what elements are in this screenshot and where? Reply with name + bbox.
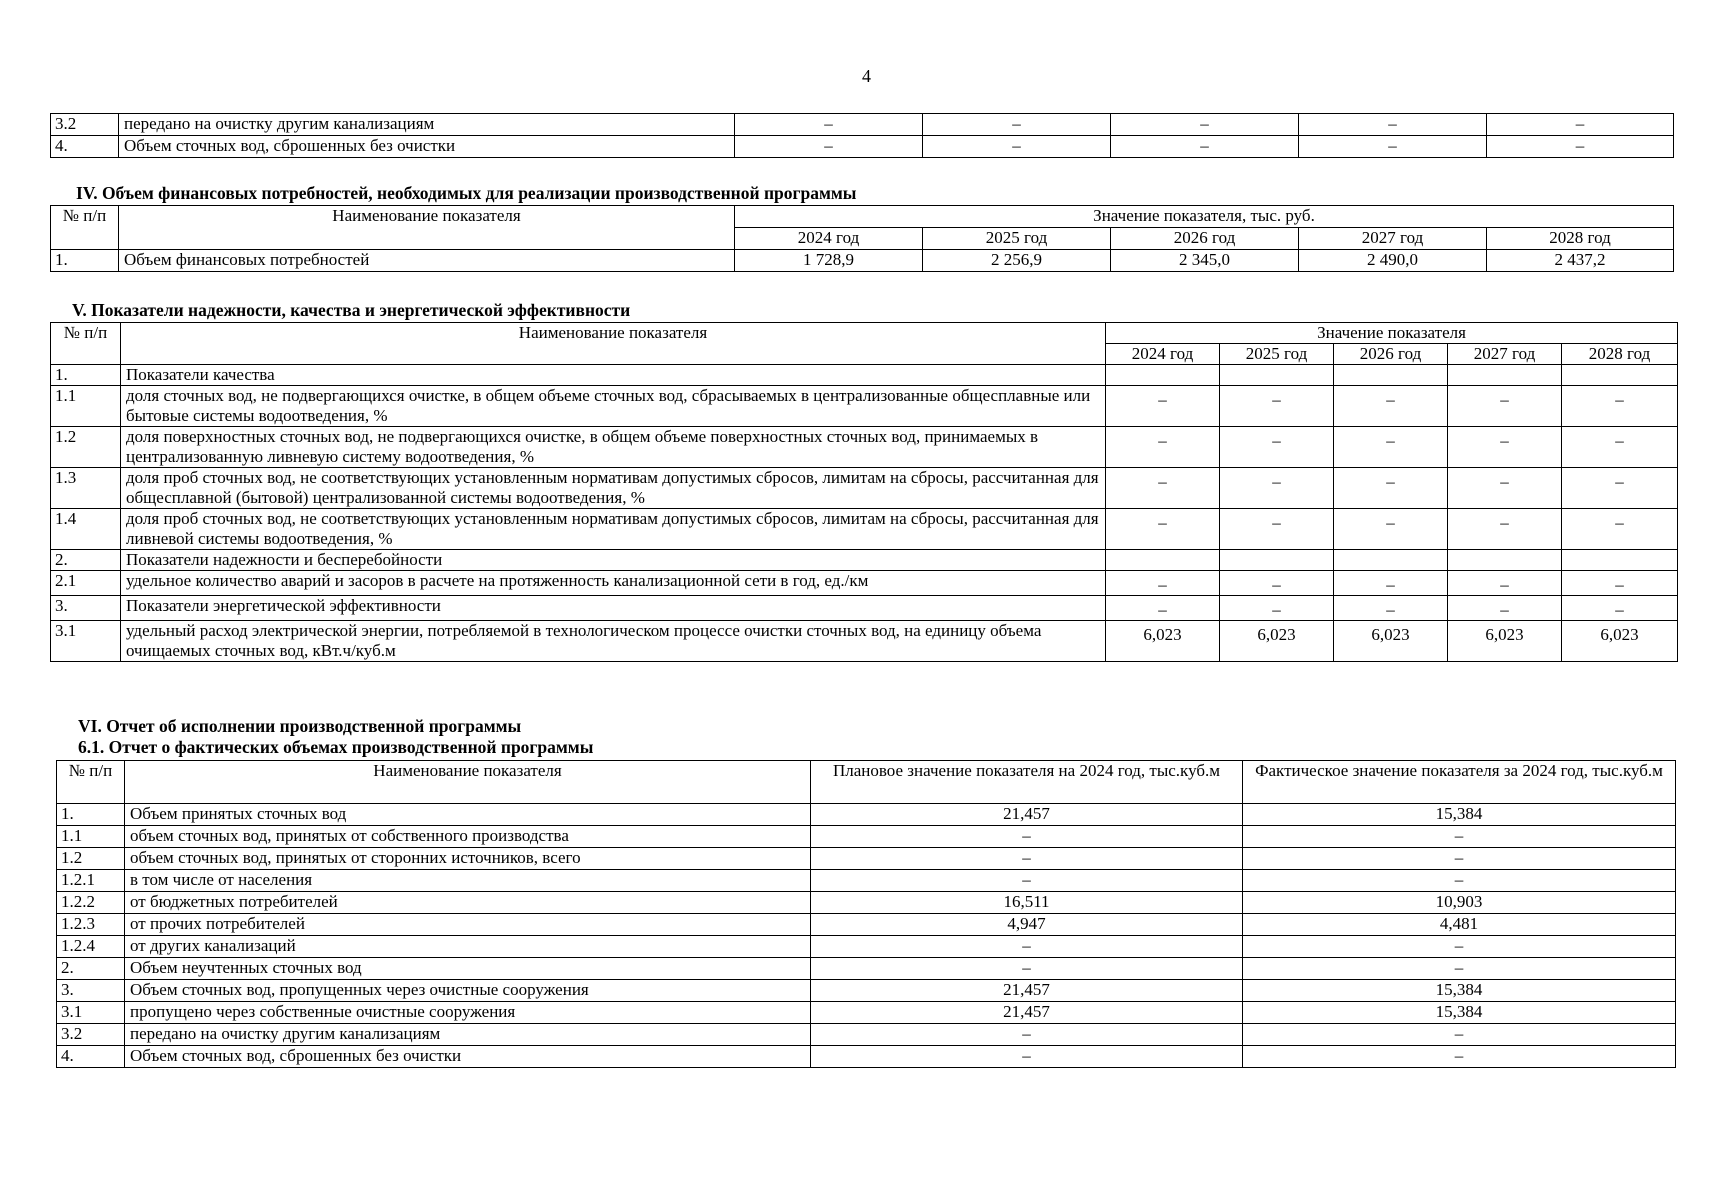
row-name: от других канализаций — [125, 936, 811, 958]
row-plan-value: – — [811, 870, 1243, 892]
row-fact-value: – — [1243, 958, 1676, 980]
row-value — [1562, 550, 1678, 571]
row-number: 1.4 — [51, 509, 121, 550]
row-value: – — [1448, 386, 1562, 427]
row-number: 1.1 — [57, 826, 125, 848]
row-name: доля проб сточных вод, не соответствующих установленным нормативам допустимых сбросов, лимитам на сбросы, рассчитанная для ливневой системы водоотведения, % — [121, 509, 1106, 550]
row-name: передано на очистку другим канализациям — [119, 114, 735, 136]
row-value: – — [1334, 509, 1448, 550]
row-value — [1220, 550, 1334, 571]
row-value: – — [735, 114, 923, 136]
col-value-header: Значение показателя, тыс. руб. — [735, 206, 1674, 228]
row-value: 6,023 — [1334, 621, 1448, 662]
financial-needs-table — [50, 205, 1674, 272]
year-header: 2028 год — [1562, 344, 1678, 365]
row-number: 1.2.4 — [57, 936, 125, 958]
row-name: Объем неучтенных сточных вод — [125, 958, 811, 980]
row-plan-value: 21,457 — [811, 1002, 1243, 1024]
table-row — [57, 870, 1676, 892]
row-name: от прочих потребителей — [125, 914, 811, 936]
col-name-header: Наименование показателя — [121, 323, 1106, 365]
row-value: – — [1106, 427, 1220, 468]
year-header: 2024 год — [1106, 344, 1220, 365]
row-value: 2 437,2 — [1487, 250, 1674, 272]
row-value: – — [1106, 509, 1220, 550]
row-fact-value: – — [1243, 1024, 1676, 1046]
row-fact-value: – — [1243, 826, 1676, 848]
row-value: – — [1562, 386, 1678, 427]
row-name: Показатели надежности и бесперебойности — [121, 550, 1106, 571]
row-number: 1.3 — [51, 468, 121, 509]
row-name: в том числе от населения — [125, 870, 811, 892]
row-plan-value: – — [811, 936, 1243, 958]
row-number: 1.2.3 — [57, 914, 125, 936]
row-name: пропущено через собственные очистные сооружения — [125, 1002, 811, 1024]
row-value: – — [1448, 571, 1562, 596]
section6-title: VI. Отчет об исполнении производственной программы — [78, 716, 522, 736]
row-value: 6,023 — [1220, 621, 1334, 662]
table-row — [51, 114, 1674, 136]
year-header: 2027 год — [1299, 228, 1487, 250]
row-value: – — [1562, 468, 1678, 509]
year-header: 2026 год — [1334, 344, 1448, 365]
row-name: доля сточных вод, не подвергающихся очистке, в общем объеме сточных вод, сбрасываемых в централизованные общесплавные или бытовые системы водоотведения, % — [121, 386, 1106, 427]
row-number: 4. — [57, 1046, 125, 1068]
row-value: – — [1448, 596, 1562, 621]
row-number: 1. — [57, 804, 125, 826]
row-number: 3.2 — [57, 1024, 125, 1046]
row-value: 6,023 — [1106, 621, 1220, 662]
row-value: – — [923, 114, 1111, 136]
year-header: 2026 год — [1111, 228, 1299, 250]
row-value: – — [1220, 468, 1334, 509]
row-fact-value: 4,481 — [1243, 914, 1676, 936]
row-plan-value: – — [811, 848, 1243, 870]
table-row — [57, 804, 1676, 826]
row-number: 1.2 — [51, 427, 121, 468]
table-row — [51, 250, 1674, 272]
row-value: 2 490,0 — [1299, 250, 1487, 272]
row-plan-value: 21,457 — [811, 804, 1243, 826]
row-number: 2. — [51, 550, 121, 571]
row-fact-value: – — [1243, 870, 1676, 892]
row-fact-value: – — [1243, 848, 1676, 870]
section5-title: V. Показатели надежности, качества и энергетической эффективности — [72, 300, 631, 320]
row-plan-value: – — [811, 958, 1243, 980]
row-value: 2 345,0 — [1111, 250, 1299, 272]
table-row — [57, 1046, 1676, 1068]
row-number: 1.2.1 — [57, 870, 125, 892]
col-no-header: № п/п — [51, 206, 119, 250]
row-value: – — [1334, 386, 1448, 427]
row-value: 6,023 — [1448, 621, 1562, 662]
col-no-header: № п/п — [51, 323, 121, 365]
row-value: – — [1334, 468, 1448, 509]
row-value: – — [1562, 596, 1678, 621]
section4-title: IV. Объем финансовых потребностей, необходимых для реализации производственной программы — [76, 183, 857, 203]
row-value — [1448, 550, 1562, 571]
row-value — [1334, 550, 1448, 571]
table-row — [57, 914, 1676, 936]
row-value: – — [735, 136, 923, 158]
row-value: – — [1448, 468, 1562, 509]
col-no-header: № п/п — [57, 761, 125, 804]
row-value: 1 728,9 — [735, 250, 923, 272]
row-value: – — [1220, 427, 1334, 468]
table-row — [51, 468, 1678, 509]
row-name: объем сточных вод, принятых от собственного производства — [125, 826, 811, 848]
row-number: 3.2 — [51, 114, 119, 136]
section6-subtitle: 6.1. Отчет о фактических объемах производственной программы — [78, 737, 594, 757]
row-value: 6,023 — [1562, 621, 1678, 662]
row-number: 1. — [51, 250, 119, 272]
row-fact-value: 15,384 — [1243, 804, 1676, 826]
table-row — [51, 365, 1678, 386]
row-value: – — [1106, 571, 1220, 596]
row-value: – — [1334, 427, 1448, 468]
row-name: Объем сточных вод, пропущенных через очистные сооружения — [125, 980, 811, 1002]
table-row — [57, 958, 1676, 980]
row-number: 2. — [57, 958, 125, 980]
reliability-table — [50, 322, 1678, 662]
row-name: удельный расход электрической энергии, потребляемой в технологическом процессе очистки сточных вод, на единицу объема очищаемых сточных вод, кВт.ч/куб.м — [121, 621, 1106, 662]
row-number: 3.1 — [57, 1002, 125, 1024]
row-number: 1.2.2 — [57, 892, 125, 914]
col-fact-header: Фактическое значение показателя за 2024 год, тыс.куб.м — [1243, 761, 1676, 804]
row-value — [1220, 365, 1334, 386]
table-row — [51, 621, 1678, 662]
row-value: – — [1299, 136, 1487, 158]
row-value: – — [1487, 136, 1674, 158]
row-number: 1.2 — [57, 848, 125, 870]
table-row — [57, 1002, 1676, 1024]
row-plan-value: – — [811, 1024, 1243, 1046]
row-name: Объем финансовых потребностей — [119, 250, 735, 272]
row-value: – — [1448, 427, 1562, 468]
row-plan-value: 21,457 — [811, 980, 1243, 1002]
row-number: 3. — [57, 980, 125, 1002]
row-value: – — [1111, 114, 1299, 136]
table-row — [51, 550, 1678, 571]
year-header: 2027 год — [1448, 344, 1562, 365]
row-number: 3.1 — [51, 621, 121, 662]
row-fact-value: 10,903 — [1243, 892, 1676, 914]
table-row — [57, 980, 1676, 1002]
table-row — [51, 571, 1678, 596]
row-name: удельное количество аварий и засоров в расчете на протяженность канализационной сети в год, ед./км — [121, 571, 1106, 596]
row-value — [1334, 365, 1448, 386]
year-header: 2025 год — [1220, 344, 1334, 365]
row-name: доля поверхностных сточных вод, не подвергающихся очистке, в общем объеме поверхностных сточных вод, принимаемых в централизованную ливневую систему водоотведения, % — [121, 427, 1106, 468]
page-number: 4 — [862, 66, 871, 86]
actual-volumes-table — [56, 760, 1676, 1068]
row-fact-value: – — [1243, 1046, 1676, 1068]
year-header: 2025 год — [923, 228, 1111, 250]
table-row — [57, 1024, 1676, 1046]
row-value: – — [1106, 386, 1220, 427]
row-number: 1.1 — [51, 386, 121, 427]
row-number: 4. — [51, 136, 119, 158]
row-name: от бюджетных потребителей — [125, 892, 811, 914]
col-name-header: Наименование показателя — [125, 761, 811, 804]
row-number: 1. — [51, 365, 121, 386]
row-fact-value: – — [1243, 936, 1676, 958]
row-value: – — [1562, 509, 1678, 550]
row-number: 3. — [51, 596, 121, 621]
row-name: Показатели качества — [121, 365, 1106, 386]
col-value-header: Значение показателя — [1106, 323, 1678, 344]
row-value: – — [1106, 596, 1220, 621]
row-plan-value: 16,511 — [811, 892, 1243, 914]
row-name: Объем принятых сточных вод — [125, 804, 811, 826]
continuation-table — [50, 113, 1674, 158]
row-plan-value: – — [811, 826, 1243, 848]
table-row — [51, 386, 1678, 427]
row-value — [1106, 365, 1220, 386]
row-value: – — [1562, 571, 1678, 596]
row-value: – — [1299, 114, 1487, 136]
row-fact-value: 15,384 — [1243, 980, 1676, 1002]
year-header: 2024 год — [735, 228, 923, 250]
table-row — [57, 826, 1676, 848]
table-row — [57, 892, 1676, 914]
table-row — [57, 936, 1676, 958]
row-value: – — [1220, 596, 1334, 621]
row-value — [1448, 365, 1562, 386]
row-value: – — [1220, 571, 1334, 596]
row-fact-value: 15,384 — [1243, 1002, 1676, 1024]
table-row — [51, 427, 1678, 468]
col-plan-header: Плановое значение показателя на 2024 год, тыс.куб.м — [811, 761, 1243, 804]
row-value: – — [1334, 596, 1448, 621]
row-value: – — [1334, 571, 1448, 596]
year-header: 2028 год — [1487, 228, 1674, 250]
row-name: Объем сточных вод, сброшенных без очистки — [119, 136, 735, 158]
row-value: – — [1220, 509, 1334, 550]
row-value: – — [1220, 386, 1334, 427]
row-plan-value: – — [811, 1046, 1243, 1068]
row-plan-value: 4,947 — [811, 914, 1243, 936]
row-value: – — [923, 136, 1111, 158]
row-value: – — [1111, 136, 1299, 158]
row-value: – — [1487, 114, 1674, 136]
row-value: – — [1562, 427, 1678, 468]
row-value: – — [1106, 468, 1220, 509]
row-number: 2.1 — [51, 571, 121, 596]
row-value — [1562, 365, 1678, 386]
table-row — [51, 509, 1678, 550]
col-name-header: Наименование показателя — [119, 206, 735, 250]
table-row — [51, 136, 1674, 158]
row-name: передано на очистку другим канализациям — [125, 1024, 811, 1046]
row-name: объем сточных вод, принятых от сторонних источников, всего — [125, 848, 811, 870]
table-row — [57, 848, 1676, 870]
row-value — [1106, 550, 1220, 571]
row-name: доля проб сточных вод, не соответствующих установленным нормативам допустимых сбросов, лимитам на сбросы, рассчитанная для общесплавной (бытовой) централизованной системы водоотведения, % — [121, 468, 1106, 509]
row-value: – — [1448, 509, 1562, 550]
row-name: Показатели энергетической эффективности — [121, 596, 1106, 621]
row-value: 2 256,9 — [923, 250, 1111, 272]
row-name: Объем сточных вод, сброшенных без очистки — [125, 1046, 811, 1068]
table-row — [51, 596, 1678, 621]
